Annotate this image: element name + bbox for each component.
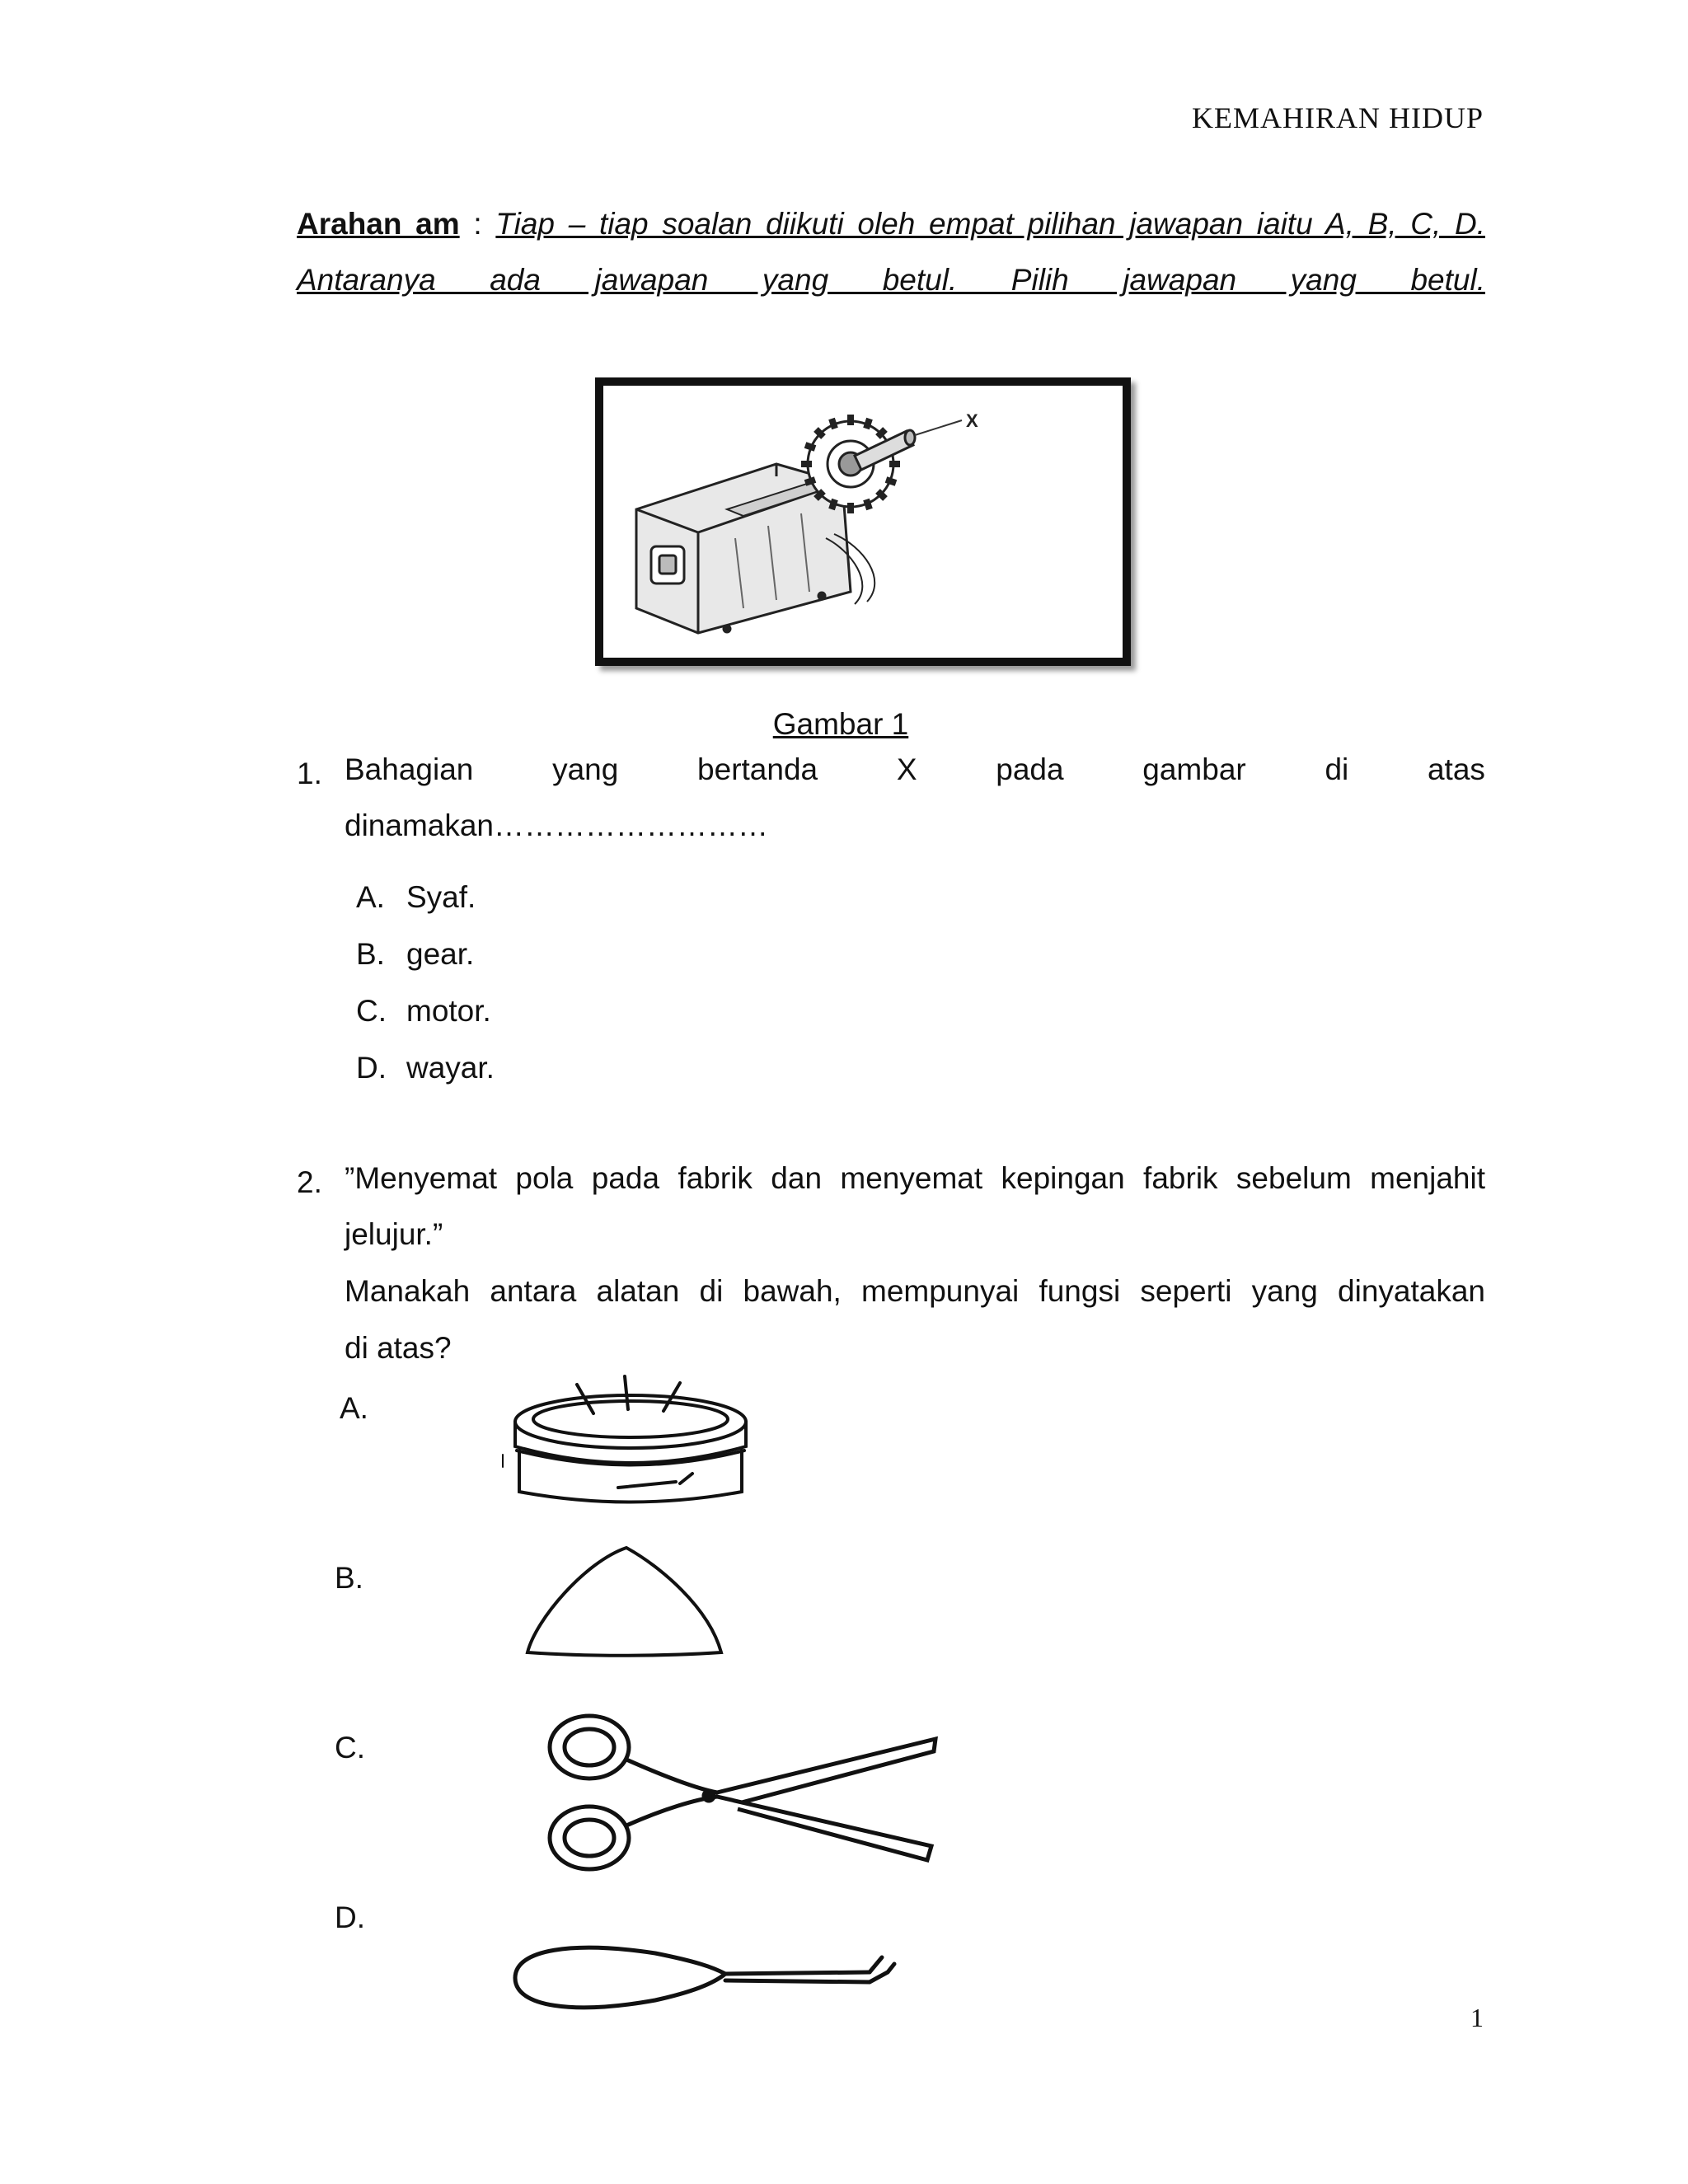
question-2-prompt-line1: Manakah antara alatan di bawah, mempunyai fungsi seperti yang dinyatakan [345, 1274, 1485, 1308]
tailor-chalk-icon [519, 1541, 734, 1665]
page-number: 1 [1470, 2003, 1484, 2032]
question-1-line1 [345, 742, 1485, 798]
question-1-line2: dinamakan……………………… [345, 808, 769, 842]
instructions-text: Tiap – tiap soalan diikuti oleh empat pilihan jawapan iaitu A, B, C, D. Antaranya ada jawapan yang betul. Pilih jawapan yang betul. [297, 207, 1485, 297]
q1-option-a-text: Syaf. [406, 880, 476, 914]
question-2-quote-line2: jelujur.” [345, 1217, 443, 1251]
figure-marker-x: X [966, 410, 978, 431]
instructions-separator: : [459, 207, 496, 241]
q2-option-d-letter: D. [335, 1900, 365, 1934]
question-1-word: X [896, 752, 917, 786]
question-2-prompt-line2: di atas? [345, 1331, 452, 1365]
instructions-label: Arahan am [297, 207, 460, 241]
seam-ripper-icon [507, 1933, 935, 2023]
q2-option-c-letter: C. [335, 1731, 365, 1765]
question-1-word: pada [996, 752, 1064, 786]
scissors-icon [540, 1710, 952, 1875]
general-instructions [297, 196, 1485, 308]
question-2-quote-line1: ”Menyemat pola pada fabrik dan menyemat kepingan fabrik sebelum menjahit [345, 1161, 1485, 1195]
figure-caption: Gambar 1 [772, 707, 909, 741]
q1-option-d-letter: D. [356, 1051, 387, 1085]
q1-option-c-text: motor. [406, 994, 491, 1028]
question-1-word: yang [552, 752, 619, 786]
figure-frame [595, 377, 1131, 666]
q1-option-a-letter: A. [356, 880, 385, 914]
pin-cushion-icon [495, 1368, 767, 1516]
q1-option-c-letter: C. [356, 994, 387, 1028]
question-1-word: bertanda [697, 752, 818, 786]
motor-gear-illustration [603, 386, 1123, 658]
question-1-word: gambar [1142, 752, 1246, 786]
question-1-number: 1. [297, 757, 322, 790]
q2-option-a-letter: A. [340, 1391, 368, 1425]
q1-option-b-letter: B. [356, 937, 385, 971]
q2-option-b-letter: B. [335, 1561, 363, 1595]
question-1-word: di [1325, 752, 1349, 786]
q1-option-d-text: wayar. [406, 1051, 495, 1085]
gear-icon [801, 415, 900, 513]
page-header-subject: KEMAHIRAN HIDUP [1192, 101, 1484, 134]
question-2-number: 2. [297, 1165, 322, 1199]
marker-leader-line [915, 420, 962, 435]
question-1-word: Bahagian [345, 752, 474, 786]
q1-option-b-text: gear. [406, 937, 475, 971]
question-1-word: atas [1427, 752, 1485, 786]
